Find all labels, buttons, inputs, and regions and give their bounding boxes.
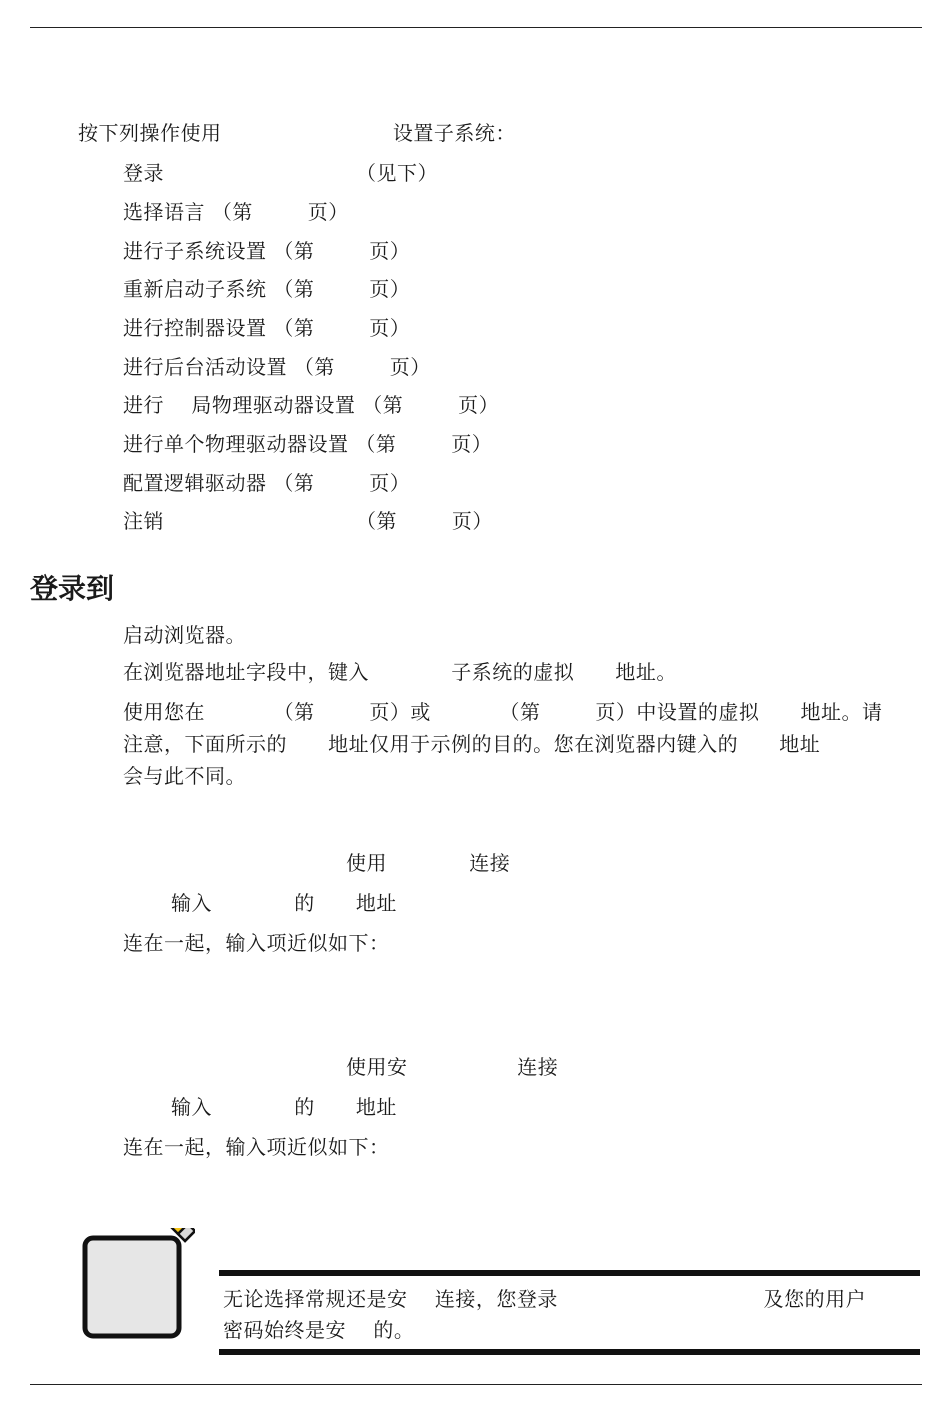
- step-logical-drive: 配置逻辑驱动器 （第 页）: [123, 471, 411, 495]
- step-global-physical-drive: 进行 局物理驱动器设置 （第 页）: [123, 393, 500, 417]
- step-subsystem-settings: 进行子系统设置 （第 页）: [123, 239, 411, 263]
- step-controller-settings: 进行控制器设置 （第 页）: [123, 316, 411, 340]
- login-step-1: 启动浏览器。: [123, 623, 246, 647]
- note-line-1: 无论选择常规还是安 连接，您登录 及您的用户: [223, 1287, 867, 1311]
- step-login: 登录 （见下）: [123, 161, 439, 185]
- step-restart-subsystem: 重新启动子系统 （第 页）: [123, 277, 411, 301]
- regular-enter-address: 输入 的 地址: [171, 891, 397, 915]
- secure-enter-address: 输入 的 地址: [171, 1095, 397, 1119]
- secure-together: 连在一起，输入项近似如下：: [123, 1135, 390, 1159]
- step-language: 选择语言 （第 页）: [123, 200, 349, 224]
- section-heading: 登录到: [30, 572, 115, 605]
- regular-connection-heading: 使用 连接: [346, 851, 511, 875]
- step-single-physical-drive: 进行单个物理驱动器设置 （第 页）: [123, 432, 493, 456]
- note-bottom-bar: [219, 1349, 920, 1355]
- login-step-3-line-3: 会与此不同。: [123, 764, 246, 788]
- note-pencil-icon: [80, 1228, 195, 1343]
- login-step-3-line-2: 注意，下面所示的 地址仅用于示例的目的。您在浏览器内键入的 地址: [123, 732, 821, 756]
- login-step-2: 在浏览器地址字段中，键入 子系统的虚拟 地址。: [123, 660, 677, 684]
- login-step-3-line-1: 使用您在 （第 页）或 （第 页）中设置的虚拟 地址。请: [123, 700, 883, 724]
- step-logout: 注销 （第 页）: [123, 509, 493, 533]
- bottom-rule: [30, 1384, 922, 1385]
- secure-connection-heading: 使用安 连接: [346, 1055, 559, 1079]
- note-top-bar: [219, 1270, 920, 1276]
- note-line-2: 密码始终是安 的。: [223, 1318, 415, 1342]
- step-background-activity: 进行后台活动设置 （第 页）: [123, 355, 431, 379]
- top-rule: [30, 27, 922, 28]
- regular-together: 连在一起，输入项近似如下：: [123, 931, 390, 955]
- intro-text: 按下列操作使用 设置子系统：: [78, 121, 516, 145]
